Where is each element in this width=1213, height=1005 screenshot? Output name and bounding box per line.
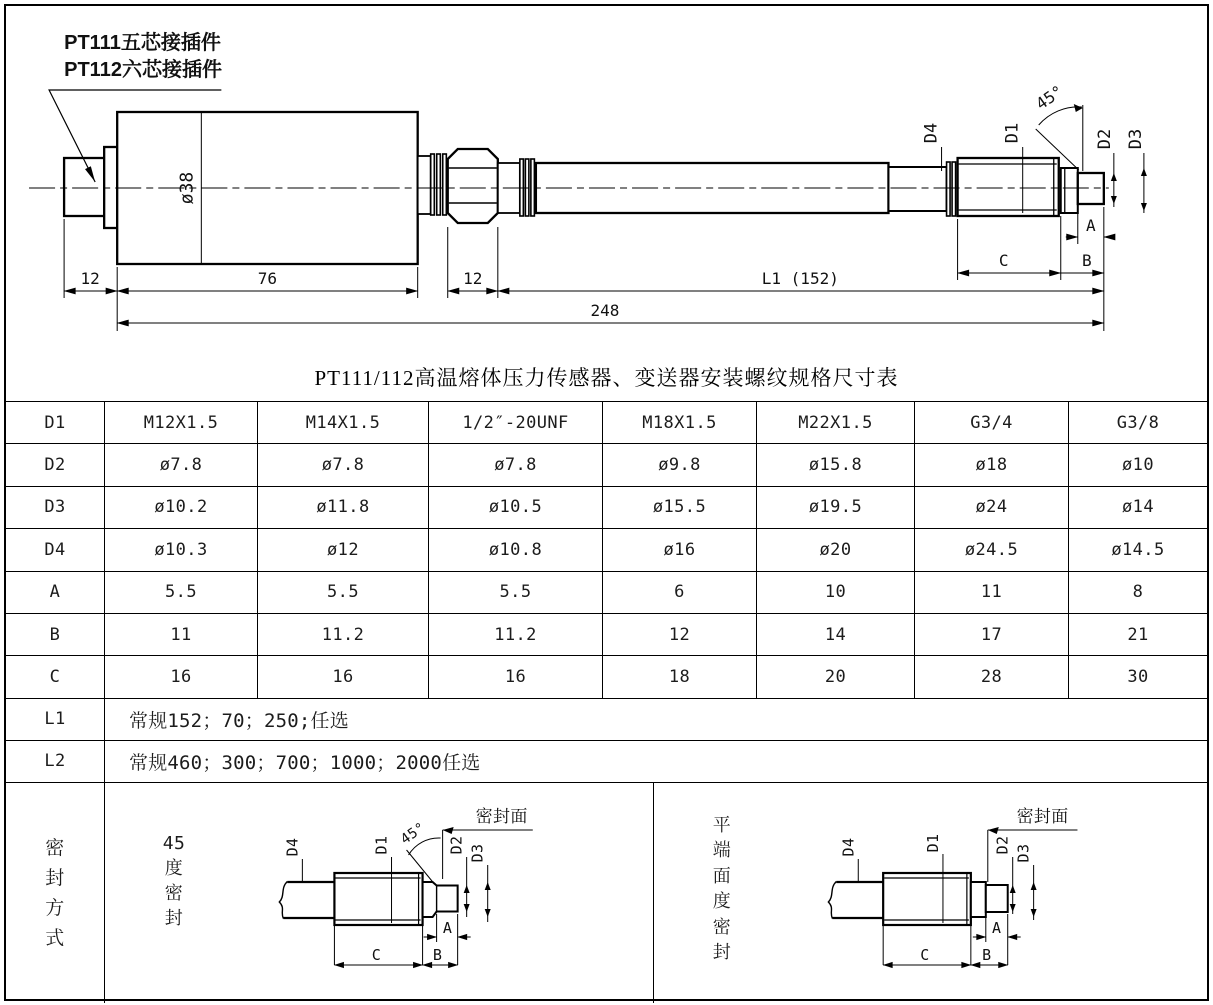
callout-line1: PT111五芯接插件 <box>64 32 221 54</box>
spec-row-label: D2 <box>6 444 105 486</box>
spec-cell: M18X1.5 <box>603 402 757 444</box>
label-d1: D1 <box>372 835 391 855</box>
spec-cell: 12 <box>603 614 757 656</box>
dim-body-length: 76 <box>257 269 278 288</box>
label-d2: D2 <box>993 835 1012 855</box>
seal-face-label: 密封面 <box>1016 806 1069 826</box>
spec-cell: 11.2 <box>429 614 603 656</box>
callout-line2: PT112六芯接插件 <box>64 59 223 81</box>
spec-cell: M12X1.5 <box>105 402 258 444</box>
spec-cell: 10 <box>757 572 915 614</box>
spec-cell: 16 <box>105 656 258 698</box>
dim-angle45: 45° <box>1032 81 1067 114</box>
seal-45-label: 45度密封 <box>162 832 186 929</box>
spec-row-label: L2 <box>6 741 105 783</box>
spec-cell: G3/4 <box>915 402 1069 444</box>
label-a: A <box>992 918 1002 937</box>
dim-hex-length: 12 <box>463 269 483 288</box>
main-drawing-area <box>6 6 1207 358</box>
table-row <box>6 444 1207 486</box>
seal-45-drawing <box>105 783 653 1003</box>
l1-options: 常规152；70；250;任选 <box>105 699 1207 741</box>
spec-cell: ø7.8 <box>258 444 429 486</box>
spec-cell: ø9.8 <box>603 444 757 486</box>
part-outline <box>279 873 457 925</box>
spec-cell: ø15.8 <box>757 444 915 486</box>
drawing-frame <box>4 4 1209 1001</box>
spec-cell: ø19.5 <box>757 487 915 529</box>
spec-row-label: D4 <box>6 529 105 571</box>
label-d1: D1 <box>923 833 942 853</box>
label-b: B <box>982 945 992 964</box>
spec-cell: 1/2″-20UNF <box>429 402 603 444</box>
spec-cell: 20 <box>757 656 915 698</box>
table-row <box>6 614 1207 656</box>
spec-cell: ø24 <box>915 487 1069 529</box>
spec-cell: 6 <box>603 572 757 614</box>
table-row <box>6 529 1207 571</box>
seal-row-label: 密封方式 <box>45 836 65 949</box>
spec-cell: ø15.5 <box>603 487 757 529</box>
spec-cell: 11 <box>105 614 258 656</box>
spec-cell: M22X1.5 <box>757 402 915 444</box>
spec-cell: ø7.8 <box>429 444 603 486</box>
table-title: PT111/112高温熔体压力传感器、变送器安装螺纹规格尺寸表 <box>314 366 899 390</box>
label-angle45: 45° <box>397 819 429 848</box>
label-d2: D2 <box>1094 128 1115 150</box>
spec-table <box>6 401 1207 1003</box>
spec-cell: ø24.5 <box>915 529 1069 571</box>
spec-cell: ø14.5 <box>1069 529 1207 571</box>
label-d3: D3 <box>1125 128 1146 150</box>
label-c: C <box>920 945 930 964</box>
spec-cell: ø14 <box>1069 487 1207 529</box>
dim-dia38: ø38 <box>176 171 198 205</box>
spec-cell: 21 <box>1069 614 1207 656</box>
spec-row-label: D3 <box>6 487 105 529</box>
seal-row-label-cell <box>6 783 105 1003</box>
label-d4: D4 <box>839 837 858 857</box>
spec-cell: 28 <box>915 656 1069 698</box>
l2-options: 常规460；300；700；1000；2000任选 <box>105 741 1207 783</box>
label-d4: D4 <box>921 122 942 144</box>
dim-l1-length: L1 (152) <box>761 269 839 288</box>
spec-cell: 5.5 <box>429 572 603 614</box>
spec-cell: ø10.5 <box>429 487 603 529</box>
spec-cell: 11 <box>915 572 1069 614</box>
spec-row-label: C <box>6 656 105 698</box>
spec-cell: ø16 <box>603 529 757 571</box>
table-row <box>6 402 1207 444</box>
spec-cell: 16 <box>258 656 429 698</box>
spec-cell: 11.2 <box>258 614 429 656</box>
spec-cell: ø10 <box>1069 444 1207 486</box>
spec-cell: M14X1.5 <box>258 402 429 444</box>
seal-flat-drawing <box>654 783 1207 1003</box>
table-row <box>6 656 1207 698</box>
spec-cell: 16 <box>429 656 603 698</box>
dim-connector-length: 12 <box>80 269 100 288</box>
label-d4: D4 <box>283 837 302 857</box>
spec-cell: ø11.8 <box>258 487 429 529</box>
spec-cell: ø10.8 <box>429 529 603 571</box>
table-row <box>6 487 1207 529</box>
dim-total-length: 248 <box>590 301 620 320</box>
label-c: C <box>371 945 382 964</box>
part-outline <box>828 873 1007 925</box>
label-d1: D1 <box>1002 122 1023 144</box>
spec-cell: ø12 <box>258 529 429 571</box>
spec-row-label: L1 <box>6 699 105 741</box>
spec-row-label: A <box>6 572 105 614</box>
table-row-l2 <box>6 741 1207 783</box>
dim-a: A <box>1085 216 1096 235</box>
dim-b: B <box>1081 251 1092 270</box>
sensor-dimension-drawing <box>6 6 1207 358</box>
spec-row-label: B <box>6 614 105 656</box>
spec-cell: 8 <box>1069 572 1207 614</box>
spec-cell: ø10.3 <box>105 529 258 571</box>
spec-cell: 5.5 <box>258 572 429 614</box>
diameter-arrows <box>1111 168 1147 211</box>
seal-45-cell <box>105 783 654 1003</box>
spec-row-label: D1 <box>6 402 105 444</box>
spec-cell: G3/8 <box>1069 402 1207 444</box>
table-row <box>6 572 1207 614</box>
spec-cell: 17 <box>915 614 1069 656</box>
spec-cell: ø20 <box>757 529 915 571</box>
spec-cell: 14 <box>757 614 915 656</box>
spec-cell: 30 <box>1069 656 1207 698</box>
seal-face-label: 密封面 <box>475 806 528 826</box>
label-d2: D2 <box>447 835 466 855</box>
spec-cell: ø10.2 <box>105 487 258 529</box>
label-d3: D3 <box>468 843 487 863</box>
table-row-l1 <box>6 699 1207 741</box>
dim-c: C <box>998 251 1009 270</box>
seal-flat-label: 平端面度密封 <box>712 814 732 964</box>
label-a: A <box>442 918 453 937</box>
label-d3: D3 <box>1014 843 1033 863</box>
seal-flat-cell <box>654 783 1207 1003</box>
spec-cell: 18 <box>603 656 757 698</box>
label-b: B <box>432 945 443 964</box>
spec-cell: 5.5 <box>105 572 258 614</box>
spec-cell: ø18 <box>915 444 1069 486</box>
seal-method-row <box>6 783 1207 1003</box>
spec-cell: ø7.8 <box>105 444 258 486</box>
